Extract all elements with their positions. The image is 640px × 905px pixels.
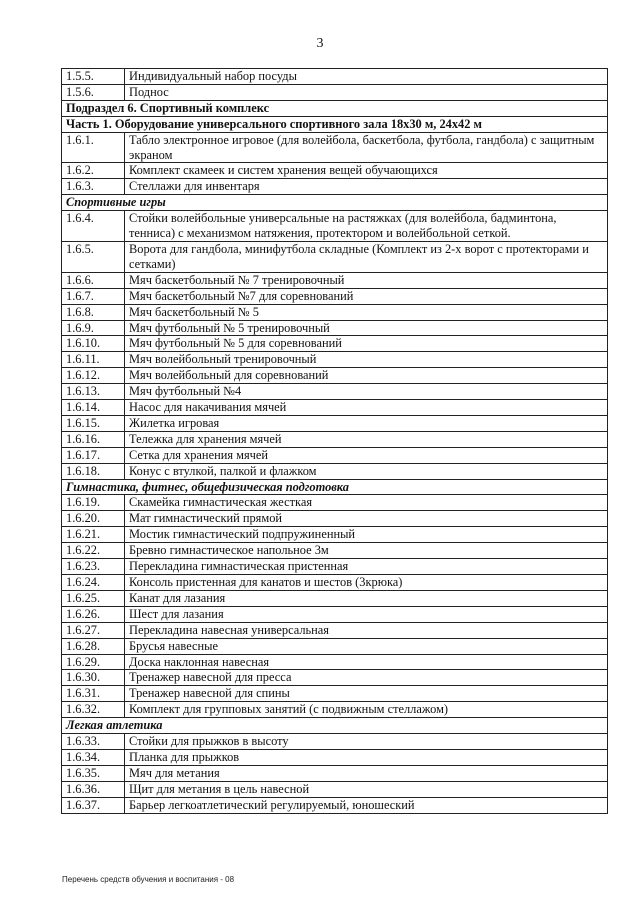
item-number: 1.6.6. [62,272,125,288]
table-row [62,69,608,85]
item-number: 1.6.27. [62,622,125,638]
table-row [62,352,608,368]
item-description: Скамейка гимнастическая жесткая [125,495,608,511]
table-row [62,304,608,320]
item-description: Тележка для хранения мячей [125,431,608,447]
table-row [62,781,608,797]
table-row [62,702,608,718]
item-number: 1.6.10. [62,336,125,352]
item-description: Ворота для гандбола, минифутбола складные (Комплект из 2-х ворот с протекторами и сетками) [125,241,608,272]
table-row [62,670,608,686]
item-number: 1.6.1. [62,132,125,163]
item-description: Барьер легкоатлетический регулируемый, юношеский [125,797,608,813]
item-number: 1.6.12. [62,368,125,384]
table-row [62,797,608,813]
table-row [62,368,608,384]
item-description: Насос для накачивания мячей [125,400,608,416]
item-description: Индивидуальный набор посуды [125,69,608,85]
item-description: Поднос [125,84,608,100]
item-number: 1.6.7. [62,288,125,304]
table-row [62,559,608,575]
item-number: 1.6.28. [62,638,125,654]
section-title: Легкая атлетика [62,718,608,734]
item-number: 1.5.5. [62,69,125,85]
item-description: Мостик гимнастический подпружиненный [125,527,608,543]
section-row [62,479,608,495]
item-description: Конус с втулкой, палкой и флажком [125,463,608,479]
item-description: Комплект скамеек и систем хранения вещей обучающихся [125,163,608,179]
item-number: 1.6.34. [62,749,125,765]
table-row [62,163,608,179]
table-row [62,384,608,400]
item-number: 1.6.4. [62,211,125,242]
item-description: Стойки волейбольные универсальные на растяжках (для волейбола, бадминтона, тенниса) с механизмом натяжения, протектором и волейбольной сеткой. [125,211,608,242]
section-title: Гимнастика, фитнес, общефизическая подготовка [62,479,608,495]
item-description: Бревно гимнастическое напольное 3м [125,543,608,559]
equipment-table [61,68,608,814]
item-description: Канат для лазания [125,590,608,606]
item-description: Мяч баскетбольный №7 для соревнований [125,288,608,304]
item-number: 1.6.33. [62,734,125,750]
table-row [62,288,608,304]
item-number: 1.6.25. [62,590,125,606]
table-row [62,543,608,559]
item-number: 1.6.35. [62,765,125,781]
table-row [62,734,608,750]
item-number: 1.6.37. [62,797,125,813]
item-description: Брусья навесные [125,638,608,654]
item-description: Мяч футбольный № 5 для соревнований [125,336,608,352]
table-row [62,590,608,606]
item-number: 1.6.29. [62,654,125,670]
item-description: Консоль пристенная для канатов и шестов (3крюка) [125,575,608,591]
table-row [62,575,608,591]
table-row [62,686,608,702]
section-title: Спортивные игры [62,195,608,211]
table-row [62,749,608,765]
item-description: Мяч баскетбольный № 7 тренировочный [125,272,608,288]
table-row [62,765,608,781]
table-row [62,320,608,336]
item-description: Доска наклонная навесная [125,654,608,670]
item-number: 1.6.13. [62,384,125,400]
item-number: 1.6.14. [62,400,125,416]
item-description: Шест для лазания [125,606,608,622]
table-row [62,132,608,163]
item-description: Щит для метания в цель навесной [125,781,608,797]
page-number: 3 [316,36,324,51]
item-description: Табло электронное игровое (для волейбола, баскетбола, футбола, гандбола) с защитным экраном [125,132,608,163]
table-row [62,606,608,622]
item-description: Тренажер навесной для спины [125,686,608,702]
item-number: 1.6.2. [62,163,125,179]
item-number: 1.6.23. [62,559,125,575]
table-row [62,241,608,272]
item-number: 1.6.31. [62,686,125,702]
subheading-title: Подраздел 6. Спортивный комплекс [62,100,608,116]
table-row [62,527,608,543]
item-number: 1.6.18. [62,463,125,479]
item-description: Мяч баскетбольный № 5 [125,304,608,320]
item-number: 1.6.32. [62,702,125,718]
table-row [62,495,608,511]
item-number: 1.6.36. [62,781,125,797]
subheading-row [62,100,608,116]
item-description: Стойки для прыжков в высоту [125,734,608,750]
table-row [62,84,608,100]
item-description: Жилетка игровая [125,415,608,431]
item-number: 1.6.9. [62,320,125,336]
item-number: 1.6.16. [62,431,125,447]
item-description: Мяч футбольный № 5 тренировочный [125,320,608,336]
table-row [62,654,608,670]
table-row [62,447,608,463]
item-description: Мяч футбольный №4 [125,384,608,400]
equipment-table-body [62,69,608,814]
item-number: 1.6.30. [62,670,125,686]
item-number: 1.6.11. [62,352,125,368]
item-number: 1.5.6. [62,84,125,100]
item-description: Тренажер навесной для пресса [125,670,608,686]
table-row [62,179,608,195]
item-number: 1.6.15. [62,415,125,431]
item-description: Мат гимнастический прямой [125,511,608,527]
subheading-title: Часть 1. Оборудование универсального спортивного зала 18х30 м, 24х42 м [62,116,608,132]
item-description: Комплект для групповых занятий (с подвижным стеллажом) [125,702,608,718]
subheading-row [62,116,608,132]
item-description: Сетка для хранения мячей [125,447,608,463]
item-number: 1.6.3. [62,179,125,195]
item-description: Мяч для метания [125,765,608,781]
item-number: 1.6.21. [62,527,125,543]
item-number: 1.6.17. [62,447,125,463]
table-row [62,336,608,352]
table-row [62,511,608,527]
item-description: Перекладина гимнастическая пристенная [125,559,608,575]
section-row [62,718,608,734]
table-row [62,400,608,416]
page-footer: Перечень средств обучения и воспитания - 08 [62,875,235,884]
item-number: 1.6.20. [62,511,125,527]
section-row [62,195,608,211]
item-number: 1.6.5. [62,241,125,272]
table-row [62,638,608,654]
item-number: 1.6.22. [62,543,125,559]
table-row [62,463,608,479]
item-description: Перекладина навесная универсальная [125,622,608,638]
item-description: Планка для прыжков [125,749,608,765]
item-description: Мяч волейбольный для соревнований [125,368,608,384]
item-description: Мяч волейбольный тренировочный [125,352,608,368]
table-row [62,415,608,431]
table-row [62,622,608,638]
item-number: 1.6.19. [62,495,125,511]
item-description: Стеллажи для инвентаря [125,179,608,195]
item-number: 1.6.26. [62,606,125,622]
table-row [62,431,608,447]
table-row [62,272,608,288]
table-row [62,211,608,242]
item-number: 1.6.8. [62,304,125,320]
item-number: 1.6.24. [62,575,125,591]
